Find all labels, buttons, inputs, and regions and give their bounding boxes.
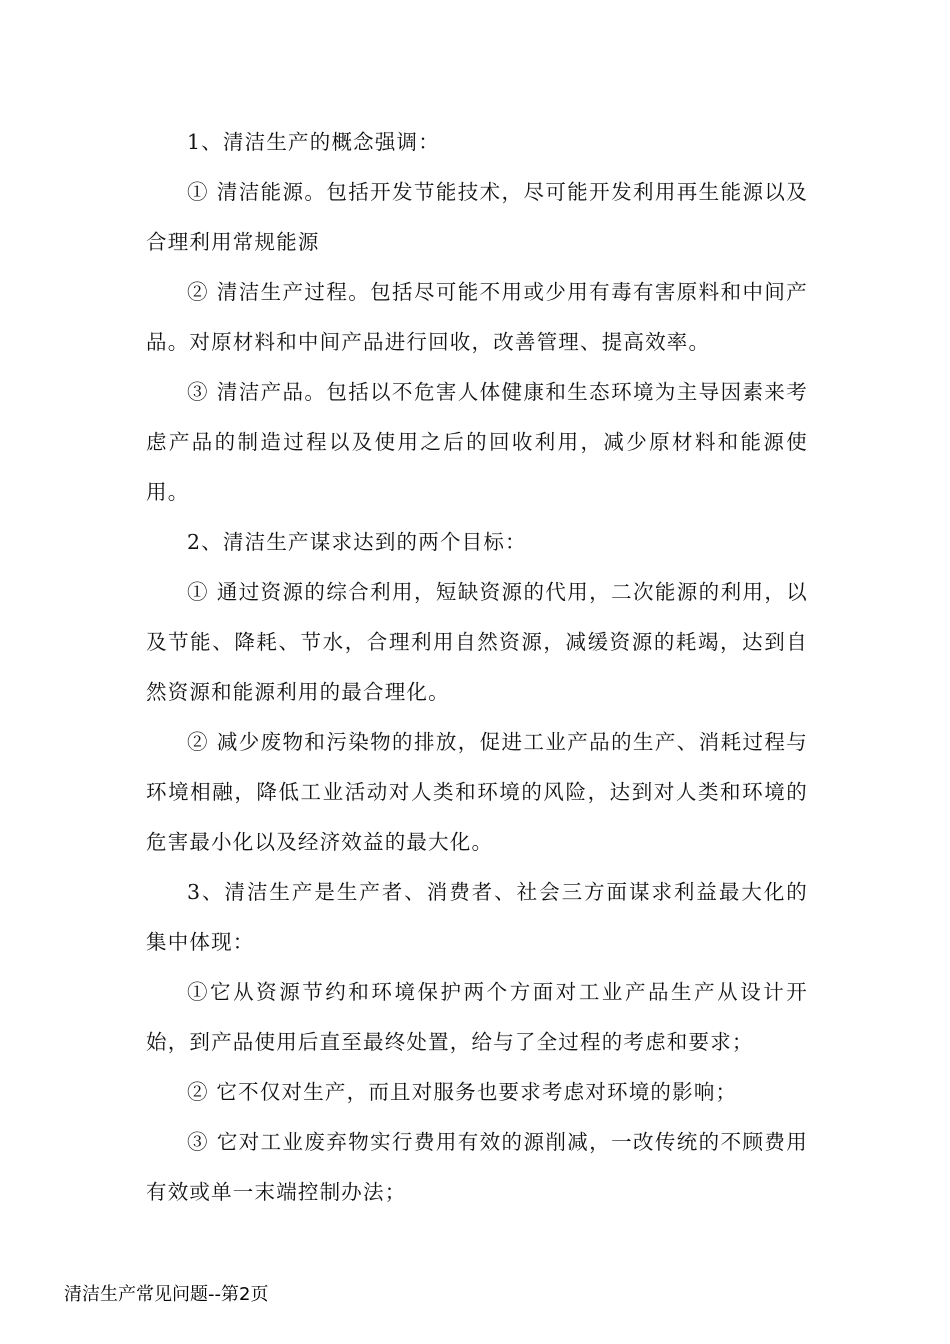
paragraph-goals-heading: 2、清洁生产谋求达到的两个目标： — [187, 530, 527, 554]
paragraph-benefit-source-reduction: ③ 它对工业废弃物实行费用有效的源削减，一改传统的不顾费用有效或单一末端控制办法； — [146, 1130, 808, 1204]
paragraph-benefit-lifecycle: ①它从资源节约和环境保护两个方面对工业产品生产从设计开始，到产品使用后直至最终处置，给与了全过程的考虑和要求； — [146, 980, 808, 1054]
paragraph-benefit-services: ② 它不仅对生产，而且对服务也要求考虑对环境的影响； — [187, 1080, 738, 1104]
paragraph-clean-product: ③ 清洁产品。包括以不危害人体健康和生态环境为主导因素来考虑产品的制造过程以及使用之后的回收利用，减少原材料和能源使用。 — [146, 380, 808, 504]
page-footer: 清洁生产常见问题--第2页 — [64, 1284, 269, 1305]
paragraph-benefits-heading: 3、清洁生产是生产者、消费者、社会三方面谋求利益最大化的集中体现： — [146, 880, 808, 954]
paragraph-clean-process: ② 清洁生产过程。包括尽可能不用或少用有毒有害原料和中间产品。对原材料和中间产品进行回收，改善管理、提高效率。 — [146, 280, 808, 354]
paragraph-goal-resources: ① 通过资源的综合利用，短缺资源的代用，二次能源的利用，以及节能、降耗、节水，合理利用自然资源，减缓资源的耗竭，达到自然资源和能源利用的最合理化。 — [146, 580, 808, 704]
document-body — [146, 117, 808, 1217]
paragraph-clean-energy: ① 清洁能源。包括开发节能技术，尽可能开发利用再生能源以及合理利用常规能源 — [146, 180, 808, 254]
paragraph-concept-heading: 1、清洁生产的概念强调： — [187, 130, 440, 154]
paragraph-goal-pollution: ② 减少废物和污染物的排放，促进工业产品的生产、消耗过程与环境相融，降低工业活动对人类和环境的风险，达到对人类和环境的危害最小化以及经济效益的最大化。 — [146, 730, 808, 854]
